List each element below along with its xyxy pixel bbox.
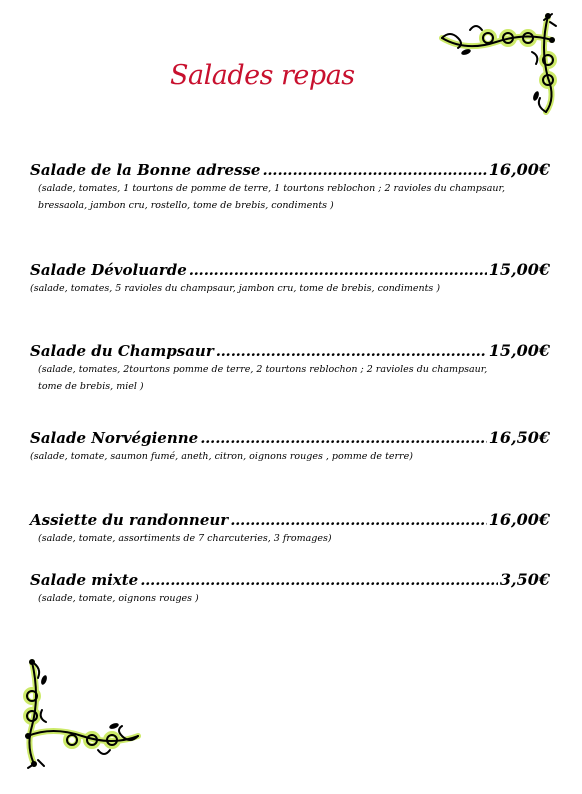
dot-leader — [189, 261, 487, 279]
menu-item-line — [30, 260, 550, 279]
menu-item — [30, 341, 550, 395]
menu-item-price: 15,00€ — [488, 260, 550, 279]
menu-item-line — [30, 570, 550, 589]
corner-flourish-icon — [436, 8, 558, 118]
menu-item-line — [30, 428, 550, 447]
dot-leader — [200, 429, 487, 447]
menu-item-price: 15,00€ — [488, 341, 550, 360]
menu-item-name: Assiette du randonneur — [30, 511, 229, 529]
menu-item-line — [30, 160, 550, 179]
menu-item — [30, 570, 550, 607]
corner-flourish-icon — [22, 656, 144, 770]
menu-item-price: 16,00€ — [488, 510, 550, 529]
menu-item-price: 3,50€ — [499, 570, 550, 589]
description-line: (salade, tomate, oignons rouges ) — [38, 593, 199, 604]
menu-item-name: Salade Dévoluarde — [30, 261, 187, 279]
menu-item — [30, 510, 550, 547]
page-title: Salades repas — [170, 60, 355, 91]
dot-leader — [140, 571, 498, 589]
menu-item-name: Salade Norvégienne — [30, 429, 199, 447]
description-line: (salade, tomates, 1 tourtons de pomme de terre, 1 tourtons reblochon ; 2 ravioles du champsaur, — [38, 183, 506, 194]
menu-item-description — [30, 361, 550, 395]
menu-item-price: 16,50€ — [488, 428, 550, 447]
menu-item-description — [30, 590, 550, 607]
menu-item-line — [30, 510, 550, 529]
description-line: tome de brebis, miel ) — [38, 381, 144, 392]
menu-item-price: 16,00€ — [488, 160, 550, 179]
menu-item-description — [30, 280, 550, 297]
description-line: (salade, tomates, 2tourtons pomme de terre, 2 tourtons reblochon ; 2 ravioles du champsaur, — [38, 364, 488, 375]
dot-leader — [230, 511, 487, 529]
menu-item-description — [30, 180, 550, 214]
dot-leader — [262, 161, 486, 179]
dot-leader — [216, 342, 487, 360]
menu-item-name: Salade du Champsaur — [30, 342, 214, 360]
menu-item — [30, 160, 550, 214]
menu-item-line — [30, 341, 550, 360]
menu-item — [30, 260, 550, 297]
description-line: (salade, tomate, saumon fumé, aneth, citron, oignons rouges , pomme de terre) — [30, 451, 413, 462]
menu-item-name: Salade mixte — [30, 571, 139, 589]
menu-item-name: Salade de la Bonne adresse — [30, 161, 261, 179]
description-line: (salade, tomate, assortiments de 7 charcuteries, 3 fromages) — [38, 533, 332, 544]
menu-item-description — [30, 448, 550, 465]
menu-item-description — [30, 530, 550, 547]
menu-item — [30, 428, 550, 465]
description-line: bressaola, jambon cru, rostello, tome de brebis, condiments ) — [38, 200, 334, 211]
description-line: (salade, tomates, 5 ravioles du champsaur, jambon cru, tome de brebis, condiments ) — [30, 283, 441, 294]
